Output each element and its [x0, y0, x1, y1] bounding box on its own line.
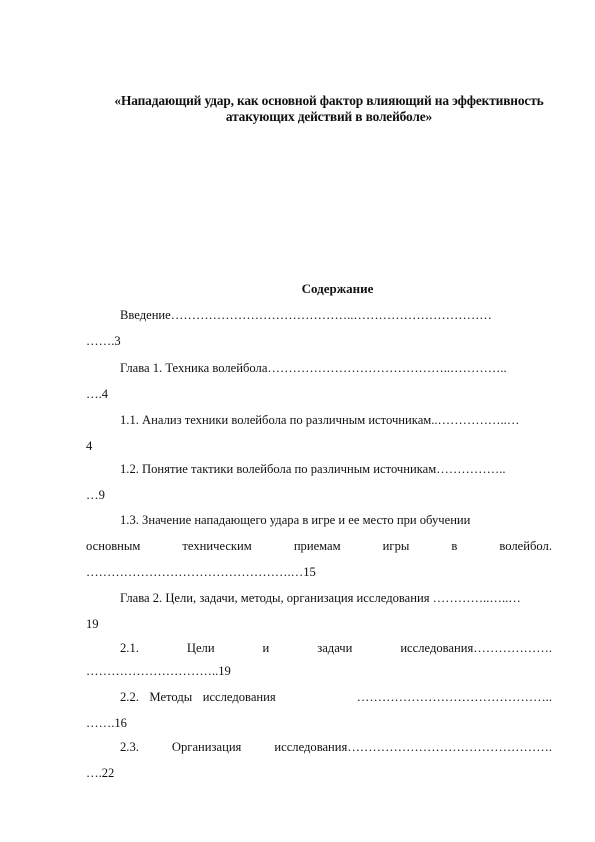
toc-word: Цели — [186, 641, 215, 655]
toc-word: в — [451, 539, 458, 553]
toc-entry-section-1-1-page: 4 — [86, 439, 93, 453]
toc-entry-section-1-2: 1.2. Понятие тактики волейбола по различным источникам…………….. — [120, 462, 506, 476]
toc-entry-section-1-1: 1.1. Анализ техники волейбола по различным источникам..……………..… — [120, 413, 520, 427]
toc-word: исследования…………………………………………. — [274, 740, 552, 754]
toc-entry-section-2-2 — [120, 690, 552, 705]
toc-entry-section-2-2-page: …….16 — [86, 716, 127, 730]
toc-entry-section-2-1 — [120, 641, 552, 656]
toc-word: приемам — [293, 539, 341, 553]
toc-entry-section-1-2-page: …9 — [86, 488, 105, 502]
toc-entry-intro-page: …….3 — [86, 334, 121, 348]
toc-entry-section-1-3-page: ………………………………………….…15 — [86, 565, 316, 579]
document-title — [60, 93, 595, 125]
title-line-1: «Нападающий удар, как основной фактор влияющий на эффективность — [114, 93, 544, 108]
toc-word: ……………………………………….. — [356, 690, 552, 704]
toc-word: и — [262, 641, 270, 655]
toc-entry-chapter-1: Глава 1. Техника волейбола……………………………………..………….. — [120, 361, 507, 375]
toc-word: исследования………………. — [400, 641, 552, 655]
toc-entry-intro: Введение……………………………………..…………………………… — [120, 308, 492, 322]
toc-word: задачи — [317, 641, 353, 655]
toc-word: 2.2. — [120, 690, 139, 704]
toc-word: исследования — [202, 690, 276, 704]
toc-entry-section-1-3: 1.3. Значение нападающего удара в игре и ее место при обучении — [120, 513, 471, 527]
toc-entry-section-2-3 — [120, 740, 552, 755]
toc-word: 2.3. — [120, 740, 139, 754]
toc-entry-section-2-3-page: ….22 — [86, 766, 115, 780]
toc-entry-chapter-2: Глава 2. Цели, задачи, методы, организация исследования …………..…..… — [120, 591, 521, 605]
toc-word: волейбол. — [499, 539, 552, 553]
toc-entry-chapter-1-page: ….4 — [86, 387, 109, 401]
toc-word: игры — [382, 539, 410, 553]
toc-word: 2.1. — [120, 641, 139, 655]
toc-entry-chapter-2-page: 19 — [86, 617, 99, 631]
toc-word: техническим — [182, 539, 252, 553]
toc-word: Методы — [149, 690, 193, 704]
title-line-2: атакующих действий в волейболе» — [225, 109, 433, 124]
toc-entry-section-1-3-line-2 — [86, 539, 552, 554]
toc-word: Организация — [171, 740, 242, 754]
toc-word: основным — [86, 539, 141, 553]
toc-heading: Содержание — [301, 281, 374, 296]
toc-entry-section-2-1-page: …………………………..19 — [86, 664, 231, 678]
